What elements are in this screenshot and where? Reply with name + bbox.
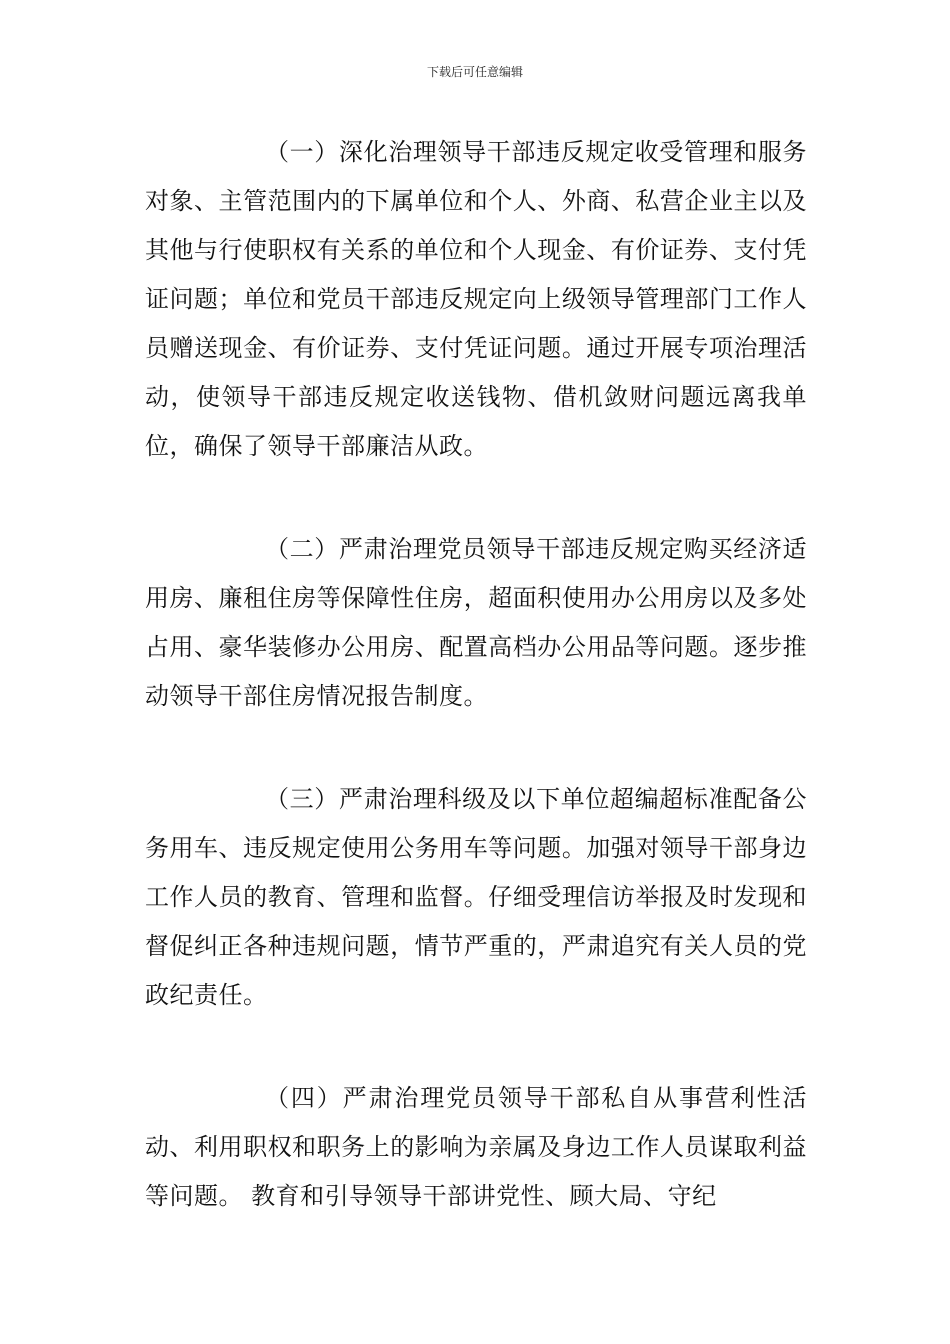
paragraph-2: （二）严肃治理党员领导干部违反规定购买经济适用房、廉租住房等保障性住房，超面积使用办公用房以及多处占用、豪华装修办公用房、配置高档办公用品等问题。逐步推动领导干部住房情况报告制度。 xyxy=(145,535,807,710)
paragraph-4: （四）严肃治理党员领导干部私自从事营利性活动、利用职权和职务上的影响为亲属及身边工作人员谋取利益等问题。 教育和引导领导干部讲党性、顾大局、守纪 xyxy=(145,1084,807,1210)
page-header: 下载后可任意编辑 xyxy=(426,65,523,79)
paragraph-1: （一）深化治理领导干部违反规定收受管理和服务对象、主管范围内的下属单位和个人、外商、私营企业主以及其他与行使职权有关系的单位和个人现金、有价证券、支付凭证问题；单位和党员干部违反规定向上级领导管理部门工作人员赠送现金、有价证券、支付凭证问题。通过开展专项治理活动，使领导干部违反规定收送钱物、借机敛财问题远离我单位，确保了领导干部廉洁从政。 xyxy=(145,138,807,460)
paragraph-3: （三）严肃治理科级及以下单位超编超标准配备公务用车、违反规定使用公务用车等问题。加强对领导干部身边工作人员的教育、管理和监督。仔细受理信访举报及时发现和督促纠正各种违规问题，情节严重的，严肃追究有关人员的党政纪责任。 xyxy=(145,785,807,1009)
document-body xyxy=(145,128,807,1221)
